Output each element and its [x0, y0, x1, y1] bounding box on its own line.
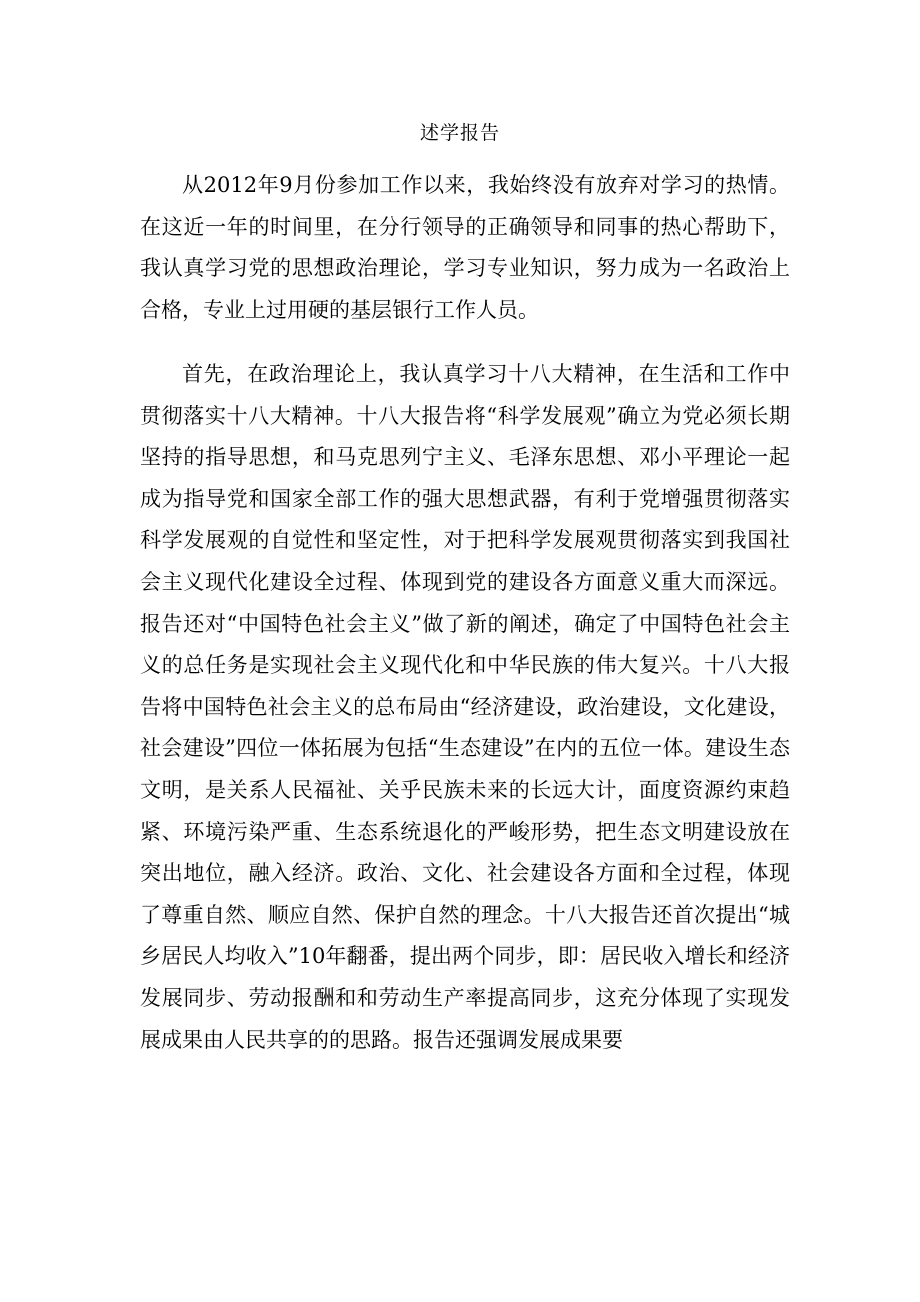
paragraph-intro: 从2012年9月份参加工作以来，我始终没有放弃对学习的热情。在这近一年的时间里，在分行领导的正确领导和同事的热心帮助下，我认真学习党的思想政治理论，学习专业知识，努力成为一名政治上合格，专业上过用硬的基层银行工作人员。 — [140, 173, 790, 322]
document-title: 述学报告 — [419, 122, 500, 144]
paragraph-political-theory: 首先，在政治理论上，我认真学习十八大精神，在生活和工作中贯彻落实十八大精神。十八大报告将“科学发展观”确立为党必须长期坚持的指导思想，和马克思列宁主义、毛泽东思想、邓小平理论一起成为指导党和国家全部工作的强大思想武器，有利于党增强贯彻落实科学发展观的自觉性和坚定性，对于把科学发展观贯彻落实到我国社会主义现代化建设全过程、体现到党的建设各方面意义重大而深远。报告还对“中国特色社会主义”做了新的阐述，确定了中国特色社会主义的总任务是实现社会主义现代化和中华民族的伟大复兴。十八大报告将中国特色社会主义的总布局由“经济建设，政治建设，文化建设，社会建设”四位一体拓展为包括“生态建设”在内的五位一体。建设生态文明，是关系人民福祉、关乎民族未来的长远大计，面度资源约束趋紧、环境污染严重、生态系统退化的严峻形势，把生态文明建设放在突出地位，融入经济。政治、文化、社会建设各方面和全过程，体现了尊重自然、顺应自然、保护自然的理念。十八大报告还首次提出“城乡居民人均收入”10年翻番，提出两个同步，即：居民收入增长和经济发展同步、劳动报酬和和劳动生产率提高同步，这充分体现了实现发展成果由人民共享的的思路。报告还强调发展成果要 — [140, 362, 790, 1052]
